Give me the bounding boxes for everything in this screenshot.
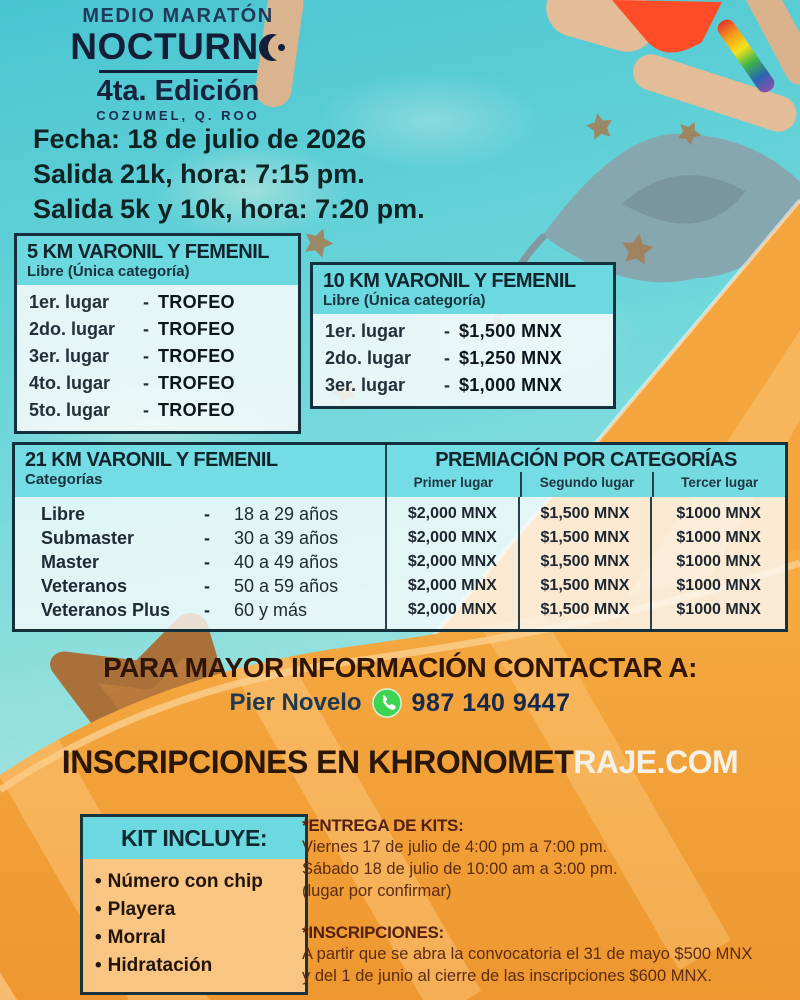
schedule-block [33, 122, 425, 227]
prizes-box-5km-subtitle: Libre (Única categoría) [27, 263, 190, 280]
column-header-second: Segundo lugar [520, 472, 653, 497]
contact-name: Pier Novelo [229, 689, 362, 716]
table-row: Master - 40 a 49 años [41, 552, 339, 572]
kit-item: • Hidratación [95, 952, 299, 980]
logo-title-top: MEDIO MARATÓN [82, 5, 274, 27]
table-row: Submaster - 30 a 39 años [41, 528, 339, 548]
kit-item: • Morral [95, 924, 299, 952]
column-header-first: Primer lugar [413, 475, 494, 490]
prize-row: 1er. lugar - TROFEO [29, 292, 235, 312]
start-time-5k-10k: Salida 5k y 10k, hora: 7:20 pm. [33, 194, 425, 224]
prizes-box-10km-title: 10 KM VARONIL Y FEMENIL [323, 270, 576, 292]
prize-columns-header [387, 445, 785, 497]
kits-delivery-line: (lugar por confirmar) [302, 882, 452, 900]
logo-divider [99, 70, 257, 73]
kits-delivery-heading: *ENTREGA DE KITS: [302, 816, 464, 835]
start-time-21k: Salida 21k, hora: 7:15 pm. [33, 159, 365, 189]
category-rows [15, 497, 387, 629]
inscriptions-line: y del 1 de junio al cierre de las inscripciones $600 MNX. [302, 967, 712, 985]
kits-delivery-note [302, 816, 792, 902]
column-header-third: Tercer lugar [652, 472, 785, 497]
third-place-column: $1000 MNX $1000 MNX $1000 MNX $1000 MNX $1000 MNX [676, 505, 761, 618]
table-row: Veteranos Plus - 60 y más [41, 600, 308, 620]
contact-block [0, 652, 800, 718]
first-place-column: $2,000 MNX $2,000 MNX $2,000 MNX $2,000 MNX $2,000 MNX [387, 497, 520, 629]
categories-prizes-table [12, 442, 788, 632]
prizes-box-5km [14, 233, 301, 434]
prize-row: 1er. lugar - $1,500 MNX [325, 321, 563, 341]
registration-text-light: RAJE.COM [573, 744, 739, 780]
kit-box [80, 814, 308, 995]
table-21km-header [15, 445, 387, 497]
registration-text-dark: INSCRIPCIONES EN KHRONOMET [61, 744, 574, 780]
kit-title: KIT INCLUYE: [120, 825, 268, 851]
prizes-box-10km-subtitle: Libre (Única categoría) [323, 292, 486, 309]
prizes-box-10km [310, 262, 616, 409]
prize-title: PREMIACIÓN POR CATEGORÍAS [435, 449, 737, 471]
prize-row: 3er. lugar - TROFEO [29, 346, 235, 366]
prize-row: 3er. lugar - $1,000 MNX [325, 375, 563, 395]
contact-heading: PARA MAYOR INFORMACIÓN CONTACTAR A: [103, 652, 697, 683]
logo-edition: 4ta. Edición [96, 74, 260, 107]
prizes-box-10km-header [313, 265, 613, 314]
second-place-column: $1,500 MNX $1,500 MNX $1,500 MNX $1,500 MNX $1,500 MNX [520, 497, 653, 629]
table-row: Veteranos - 50 a 59 años [41, 576, 339, 596]
kit-item: • Número con chip [95, 868, 299, 896]
inscriptions-note [302, 923, 792, 987]
event-date: Fecha: 18 de julio de 2026 [33, 124, 367, 154]
kits-delivery-line: Sábado 18 de julio de 10:00 am a 3:00 pm. [302, 860, 618, 878]
table-21km-title: 21 KM VARONIL Y FEMENIL [25, 449, 278, 471]
inscriptions-line: A partir que se abra la convocatoria el 31 de mayo $500 MNX [302, 945, 753, 963]
kit-item: • Playera [95, 896, 299, 924]
kits-delivery-line: Viernes 17 de julio de 4:00 pm a 7:00 pm. [302, 838, 608, 856]
kit-box-header [83, 817, 305, 859]
whatsapp-icon [372, 688, 402, 718]
notes-block [302, 816, 792, 987]
prize-row: 4to. lugar - TROFEO [29, 373, 235, 393]
table-21km-subtitle: Categorías [25, 471, 103, 488]
kit-items-list [83, 859, 305, 992]
logo-location: COZUMEL, Q. ROO [96, 108, 260, 124]
registration-website [0, 744, 800, 781]
prize-row: 5to. lugar - TROFEO [29, 400, 235, 420]
event-logo [28, 5, 328, 123]
prizes-box-5km-header [17, 236, 298, 285]
inscriptions-heading: *INSCRIPCIONES: [302, 923, 444, 942]
table-row: Libre - 18 a 29 años [41, 504, 339, 524]
prizes-box-5km-title: 5 KM VARONIL Y FEMENIL [27, 241, 269, 263]
crescent-moon-icon [259, 34, 286, 61]
logo-title-main: NOCTURN [28, 28, 328, 67]
prize-row: 2do. lugar - $1,250 MNX [325, 348, 563, 368]
prize-row: 2do. lugar - TROFEO [29, 319, 235, 339]
contact-phone: 987 140 9447 [411, 688, 571, 717]
